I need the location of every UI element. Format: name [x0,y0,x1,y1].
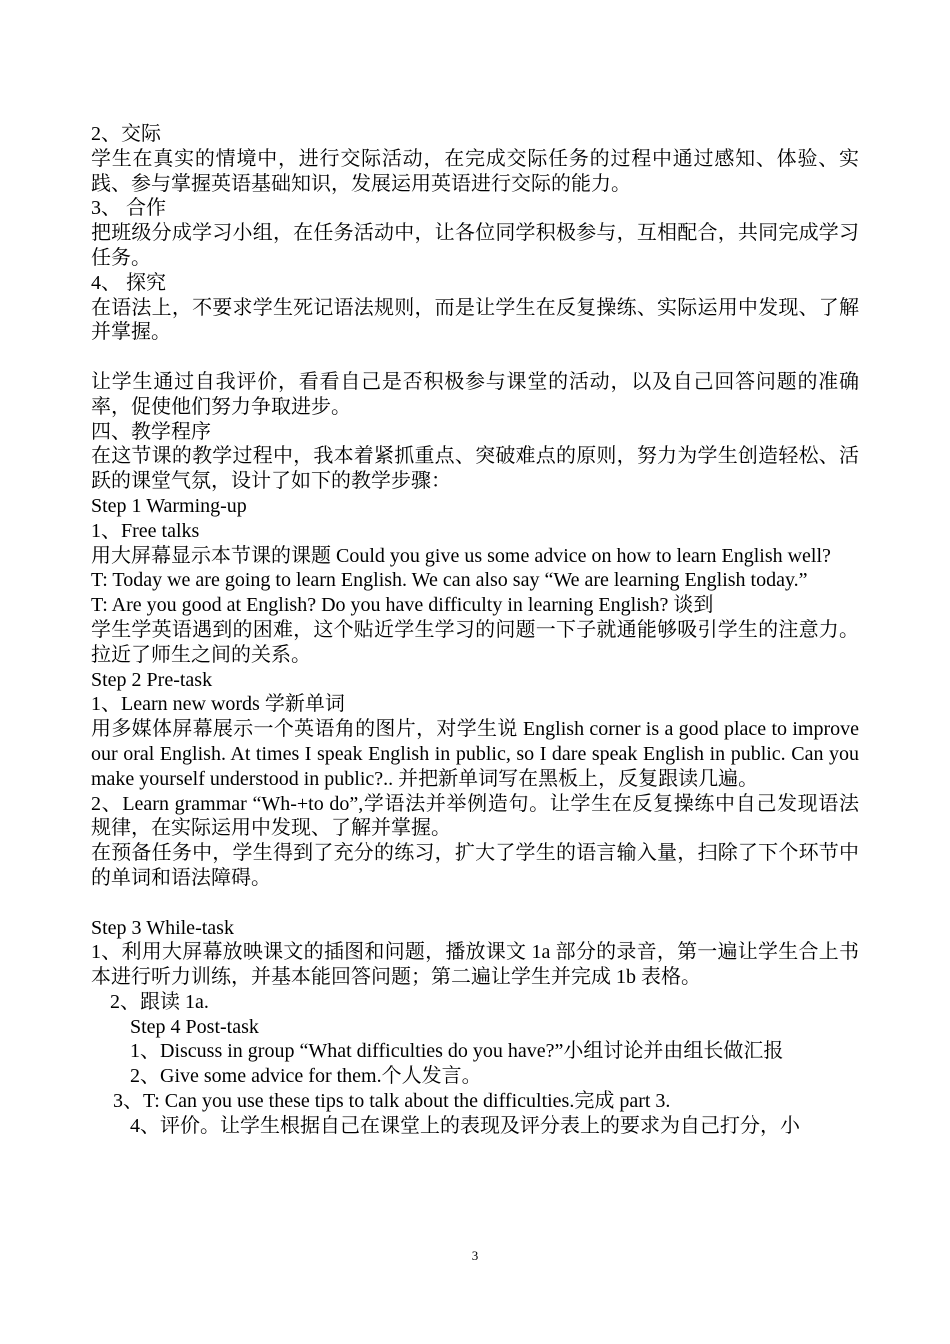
paragraph-while-task-2: 2、跟读 1a. [110,990,209,1013]
paragraph-post-task-2: 2、Give some advice for them.个人发言。 [130,1065,482,1088]
paragraph-difficulties: 学生学英语遇到的困难，这个贴近学生学习的问题一下子就通能够吸引学生的注意力。拉近了师生之间的关系。 [91,618,859,666]
heading-exploration: 4、 探究 [91,271,166,294]
blank-line [91,345,859,370]
step-1-heading: Step 1 Warming-up [91,494,247,517]
step-2-heading: Step 2 Pre-task [91,668,213,691]
heading-communication: 2、交际 [91,123,161,145]
paragraph-english-corner: 用多媒体屏幕展示一个英语角的图片，对学生说 English corner is a good place to improve our oral English. At times I speak English in public, so I dare speak English in public. Can you make yourself understood in public?.. 并把新单词写在黑板上，反复跟读几遍。 [91,718,859,790]
paragraph-post-task-4: 4、评价。让学生根据自己在课堂上的表现及评分表上的要求为自己打分，小 [130,1114,800,1137]
step-4-heading: Step 4 Post-task [130,1015,259,1038]
paragraph-teacher-line-2: T: Are you good at English? Do you have difficulty in learning English? 谈到 [91,594,714,617]
blank-line [91,891,859,916]
paragraph-procedure-intro: 在这节课的教学过程中，我本着紧抓重点、突破难点的原则，努力为学生创造轻松、活跃的课堂气氛，设计了如下的教学步骤： [91,445,859,493]
step-3-heading: Step 3 While-task [91,916,234,939]
paragraph-teacher-line-1: T: Today we are going to learn English. We can also say “We are learning English today.” [91,569,808,592]
paragraph-cooperation: 把班级分成学习小组，在任务活动中，让各位同学积极参与，互相配合，共同完成学习任务。 [91,222,859,269]
paragraph-post-task-3: 3、T: Can you use these tips to talk about the difficulties.完成 part 3. [113,1090,671,1113]
paragraph-communication: 学生在真实的情境中，进行交际活动，在完成交际任务的过程中通过感知、体验、实践、参与掌握英语基础知识，发展运用英语进行交际的能力。 [91,147,859,195]
paragraph-grammar: 2、Learn grammar “Wh-+to do”,学语法并举例造句。让学生在反复操练中自己发现语法规律，在实际运用中发现、了解并掌握。 [91,792,859,840]
step-1-free-talks: 1、Free talks [91,519,200,542]
heading-cooperation: 3、 合作 [91,197,166,220]
heading-teaching-procedure: 四、教学程序 [91,420,211,443]
paragraph-post-task-1: 1、Discuss in group “What difficulties do you have?”小组讨论并由组长做汇报 [130,1040,784,1063]
step-2-new-words: 1、Learn new words 学新单词 [91,693,345,716]
document-body [91,122,859,1139]
page-number: 3 [471,1248,479,1263]
paragraph-topic-display: 用大屏幕显示本节课的课题 Could you give us some advice on how to learn English well? [91,544,831,567]
paragraph-while-task-1: 1、利用大屏幕放映课文的插图和问题，播放课文 1a 部分的录音，第一遍让学生合上书本进行听力训练，并基本能回答问题；第二遍让学生并完成 1b 表格。 [91,941,859,989]
paragraph-pre-task-summary: 在预备任务中，学生得到了充分的练习，扩大了学生的语言输入量，扫除了下个环节中的单词和语法障碍。 [91,842,859,889]
paragraph-self-evaluation: 让学生通过自我评价，看看自己是否积极参与课堂的活动，以及自己回答问题的准确率，促使他们努力争取进步。 [91,370,859,418]
paragraph-exploration: 在语法上，不要求学生死记语法规则，而是让学生在反复操练、实际运用中发现、了解并掌握。 [91,296,859,344]
